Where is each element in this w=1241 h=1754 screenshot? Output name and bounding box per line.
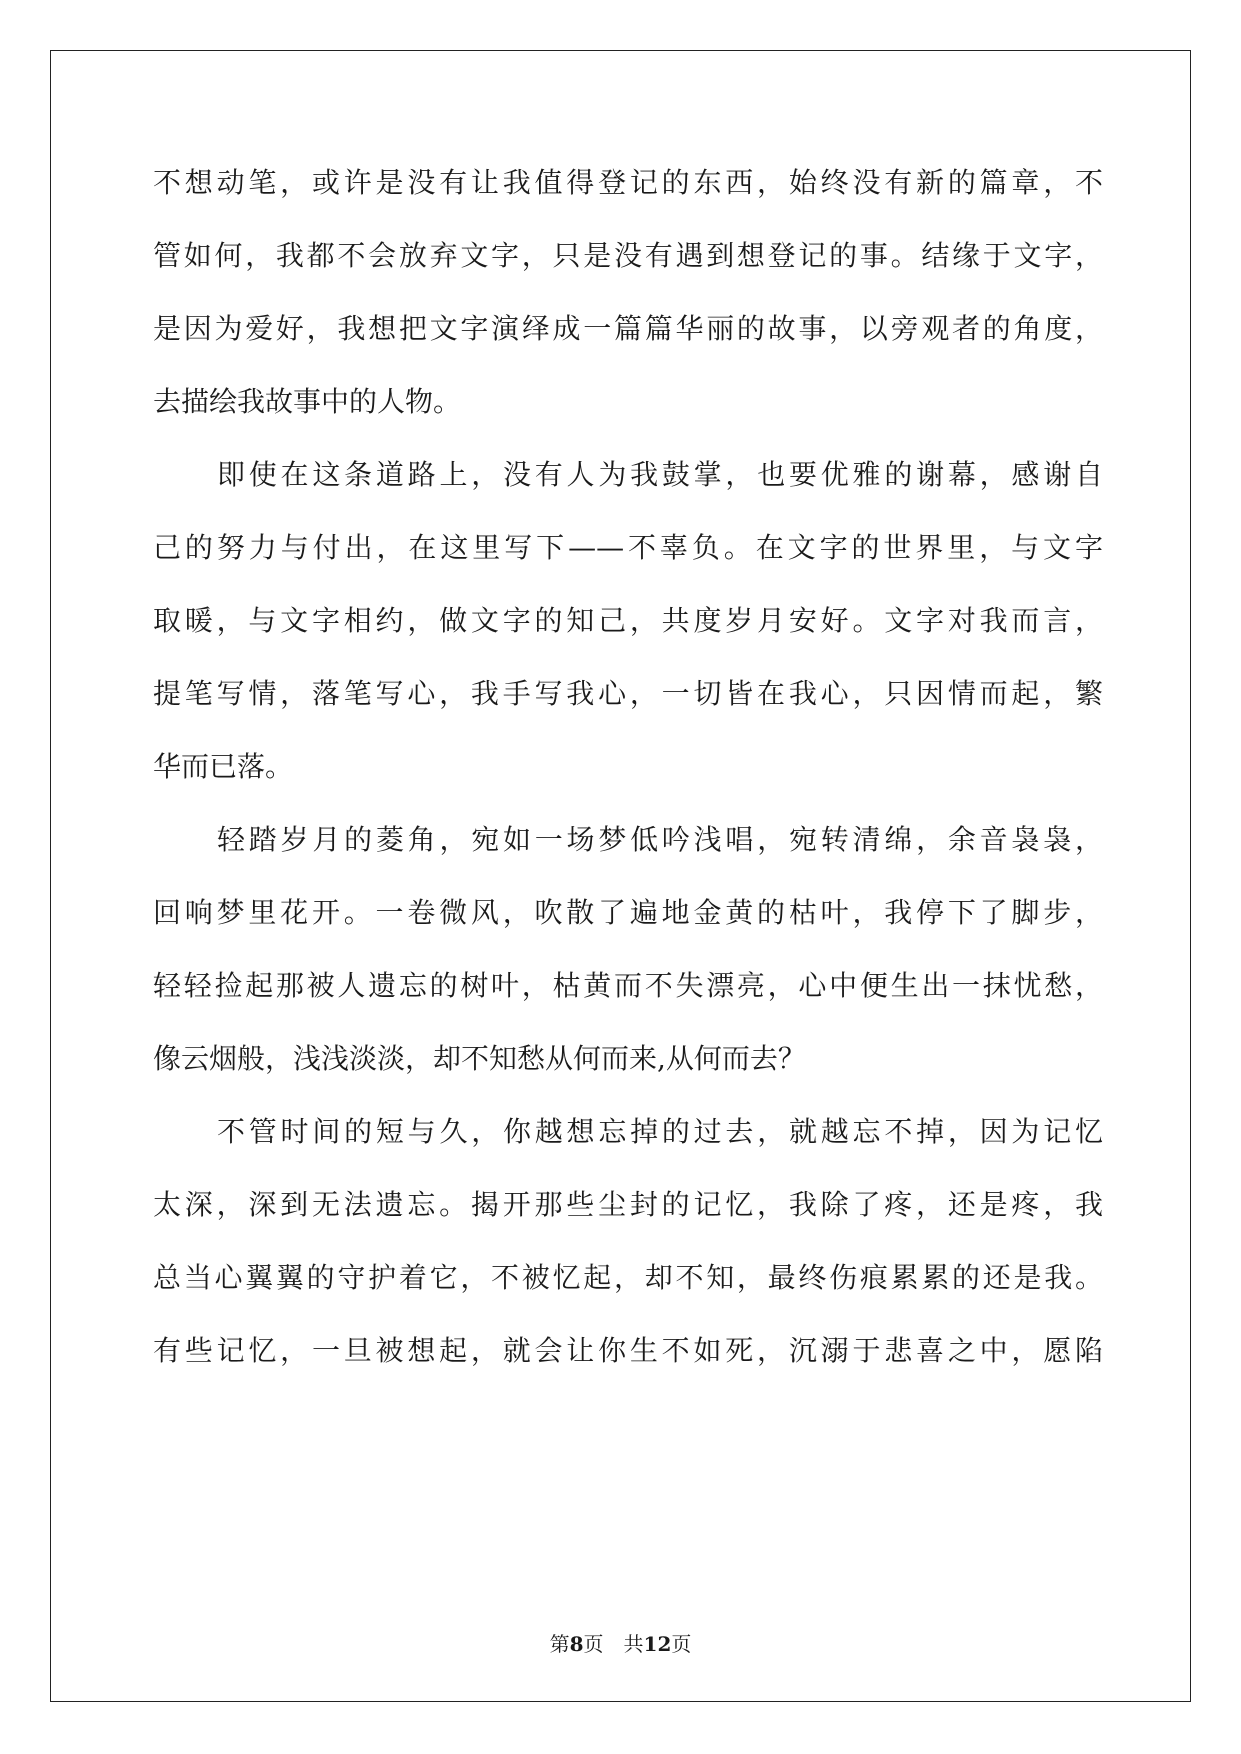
text-line-6: 己的努力与付出，在这里写下——不辜负。在文字的世界里，与文字	[153, 531, 1103, 564]
text-line-4: 去描绘我故事中的人物。	[153, 385, 462, 418]
text-line-3: 是因为爱好，我想把文字演绎成一篇篇华丽的故事，以旁观者的角度，	[153, 312, 1103, 345]
total-page-count: 12	[643, 1632, 672, 1656]
page-border	[50, 50, 1191, 1702]
text-line-16: 总当心翼翼的守护着它，不被忆起，却不知，最终伤痕累累的还是我。	[153, 1261, 1103, 1294]
text-line-11: 回响梦里花开。一卷微风，吹散了遍地金黄的枯叶，我停下了脚步，	[153, 896, 1103, 929]
footer-prefix: 第	[549, 1632, 570, 1656]
text-line-13: 像云烟般，浅浅淡淡，却不知愁从何而来,从何而去？	[153, 1042, 806, 1075]
text-line-15: 太深，深到无法遗忘。揭开那些尘封的记忆，我除了疼，还是疼，我	[153, 1188, 1103, 1221]
footer-page-suffix: 页	[583, 1632, 604, 1656]
text-line-2: 管如何，我都不会放弃文字，只是没有遇到想登记的事。结缘于文字，	[153, 239, 1103, 272]
text-line-7: 取暖，与文字相约，做文字的知己，共度岁月安好。文字对我而言，	[153, 604, 1103, 637]
text-line-10: 轻踏岁月的菱角，宛如一场梦低吟浅唱，宛转清绵，余音袅袅，	[217, 823, 1103, 856]
text-line-1: 不想动笔，或许是没有让我值得登记的东西，始终没有新的篇章，不	[153, 166, 1103, 199]
text-line-5: 即使在这条道路上，没有人为我鼓掌，也要优雅的谢幕，感谢自	[217, 458, 1103, 491]
text-line-14: 不管时间的短与久，你越想忘掉的过去，就越忘不掉，因为记忆	[217, 1115, 1103, 1148]
page-footer	[0, 1630, 1241, 1658]
text-line-17: 有些记忆，一旦被想起，就会让你生不如死，沉溺于悲喜之中，愿陷	[153, 1334, 1103, 1367]
text-line-8: 提笔写情，落笔写心，我手写我心，一切皆在我心，只因情而起，繁	[153, 677, 1103, 710]
text-line-12: 轻轻捡起那被人遗忘的树叶，枯黄而不失漂亮，心中便生出一抹忧愁，	[153, 969, 1103, 1002]
footer-total-prefix: 共	[623, 1632, 644, 1656]
text-line-9: 华而已落。	[153, 750, 294, 783]
current-page-number: 8	[569, 1632, 584, 1656]
footer-total-suffix: 页	[671, 1632, 692, 1656]
